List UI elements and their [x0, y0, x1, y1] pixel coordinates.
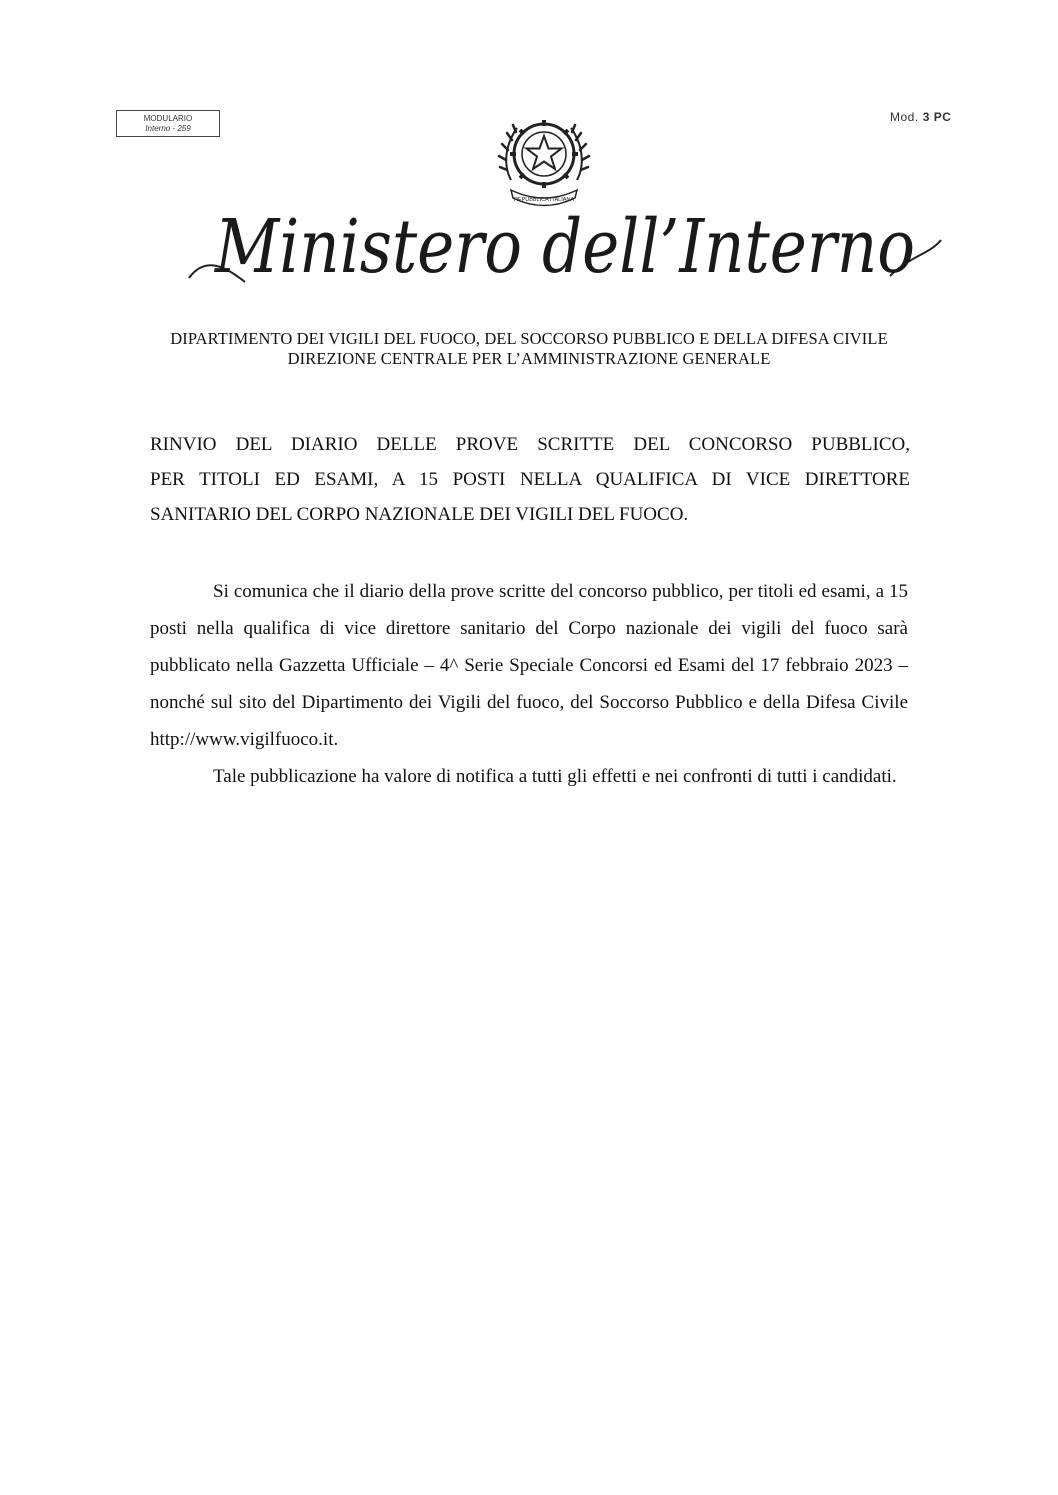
ministry-title-logo: [185, 196, 945, 292]
emblem-ribbon-text: REPUBBLICA ITALIANA: [513, 197, 575, 203]
model-code-number: 3 PC: [922, 110, 952, 124]
department-header: [0, 329, 1058, 369]
model-code-prefix: Mod.: [890, 110, 919, 124]
form-code-box: [116, 110, 220, 137]
body-paragraph: Si comunica che il diario della prove scritte del concorso pubblico, per titoli ed esami, a 15 posti nella qualifica di vice direttore sanitario del Corpo nazionale dei vigili del fuoco sarà pubblicato nella Gazzetta Ufficiale – 4^ Serie Speciale Concorsi ed Esami del 17 febbraio 2023 – nonché sul sito del Dipartimento dei Vigili del fuoco, del Soccorso Pubblico e della Difesa Civile http://www.vigilfuoco.it.: [150, 581, 908, 750]
model-code: [890, 110, 951, 124]
form-code-line1: MODULARIO: [143, 114, 193, 123]
department-name: DIPARTIMENTO DEI VIGILI DEL FUOCO, DEL SOCCORSO PUBBLICO E DELLA DIFESA CIVILE: [170, 329, 888, 348]
body-paragraph: Tale pubblicazione ha valore di notifica a tutti gli effetti e nei confronti di tutti i candidati.: [213, 766, 897, 787]
notice-body: [150, 573, 908, 795]
italian-republic-emblem: [497, 110, 591, 210]
notice-title: [150, 427, 910, 532]
ministry-name: Ministero dell’Interno: [213, 204, 915, 290]
notice-title-line: RINVIO DEL DIARIO DELLE PROVE SCRITTE DEL CONCORSO PUBBLICO,: [150, 434, 910, 455]
form-code-line2: Interno - 259: [145, 124, 191, 133]
direction-name: DIREZIONE CENTRALE PER L’AMMINISTRAZIONE GENERALE: [287, 349, 771, 368]
notice-title-line: SANITARIO DEL CORPO NAZIONALE DEI VIGILI DEL FUOCO.: [150, 504, 689, 525]
notice-title-line: PER TITOLI ED ESAMI, A 15 POSTI NELLA QUALIFICA DI VICE DIRETTORE: [150, 469, 910, 490]
